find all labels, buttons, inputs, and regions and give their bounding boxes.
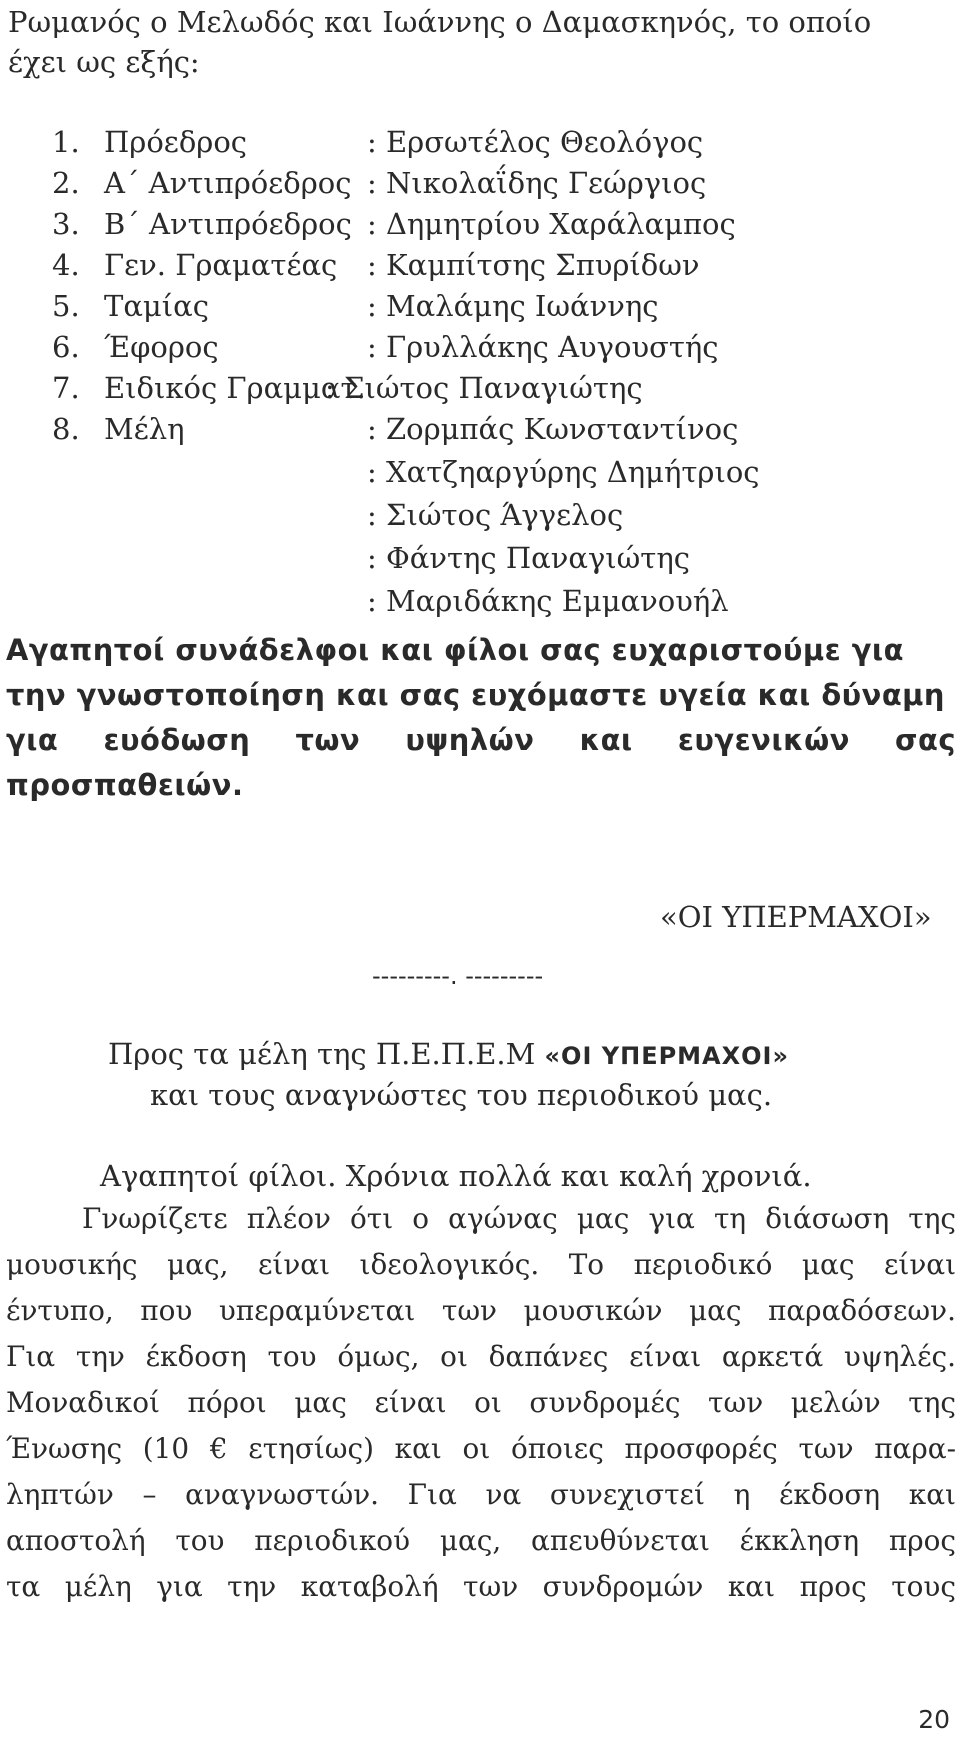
signature: «ΟΙ ΥΠΕΡΜΑΧΟΙ» xyxy=(660,900,932,934)
thanks-line-justified xyxy=(6,718,956,763)
board-name: : Γρυλλάκης Αυγουστής xyxy=(367,330,719,364)
address-prefix: Προς τα μέλη της Π.Ε.Π.Ε.Μ xyxy=(108,1037,536,1071)
body-line: Μοναδικοί πόροι μας είναι οι συνδρομές των μελών της xyxy=(6,1386,956,1419)
board-name: : Μαλάμης Ιωάννης xyxy=(367,289,659,323)
member-name: : Μαριδάκης Εμμανουήλ xyxy=(367,584,729,618)
board-role: Γεν. Γραματέας xyxy=(104,248,338,282)
address-org: «ΟΙ ΥΠΕΡΜΑΧΟΙ» xyxy=(544,1042,789,1070)
thanks-word: και xyxy=(579,723,633,757)
board-role: Ταμίας xyxy=(104,289,209,323)
board-name: : Νικολαΐδης Γεώργιος xyxy=(367,166,707,200)
address-line xyxy=(108,1034,789,1076)
thanks-line: προσπαθειών. xyxy=(6,768,244,802)
board-num: 6. xyxy=(52,330,80,364)
intro-line-2: έχει ως εξής: xyxy=(8,45,200,79)
member-name: : Φάντης Παναγιώτης xyxy=(367,541,690,575)
board-role: Μέλη xyxy=(104,412,185,446)
board-role: Α΄ Αντιπρόεδρος xyxy=(104,166,352,200)
thanks-word: ευόδωση xyxy=(103,723,251,757)
board-name: : Καμπίτσης Σπυρίδων xyxy=(367,248,700,282)
member-name: : Σιώτος Άγγελος xyxy=(367,498,624,532)
page-number: 20 xyxy=(918,1705,950,1734)
body-line: Για την έκδοση του όμως, οι δαπάνες είναι αρκετά υψηλές. xyxy=(6,1340,956,1373)
body-line: μουσικής μας, είναι ιδεολογικός. Το περιοδικό μας είναι xyxy=(6,1248,957,1281)
thanks-word: σας xyxy=(895,723,956,757)
board-num: 7. xyxy=(52,371,80,405)
board-num: 5. xyxy=(52,289,80,323)
address-line-2: και τους αναγνώστες του περιοδικού μας. xyxy=(150,1078,773,1112)
board-name: : Σιώτος Παναγιώτης xyxy=(325,371,643,405)
board-num: 4. xyxy=(52,248,80,282)
body-line: αποστολή του περιοδικού μας, απευθύνεται έκκληση προς xyxy=(6,1524,956,1557)
greeting: Αγαπητοί φίλοι. Χρόνια πολλά και καλή χρονιά. xyxy=(100,1159,812,1193)
board-num: 3. xyxy=(52,207,80,241)
body-line: Γνωρίζετε πλέον ότι ο αγώνας μας για τη διάσωση της xyxy=(82,1202,956,1235)
body-line: τα μέλη για την καταβολή των συνδρομών και προς τους xyxy=(6,1570,956,1603)
thanks-word: των xyxy=(295,723,361,757)
body-line: έντυπο, που υπεραμύνεται των μουσικών μας παραδόσεων. xyxy=(6,1294,956,1327)
board-num: 1. xyxy=(52,125,80,159)
thanks-word: για xyxy=(6,723,59,757)
board-role: Β΄ Αντιπρόεδρος xyxy=(104,207,352,241)
thanks-word: ευγενικών xyxy=(677,723,850,757)
board-role: Έφορος xyxy=(104,330,219,364)
board-role: Ειδικός Γραμματ. xyxy=(104,371,366,405)
body-line: Ένωσης (10 € ετησίως) και οι όποιες προσφορές των παρα- xyxy=(6,1432,957,1465)
thanks-word: υψηλών xyxy=(405,723,535,757)
body-line: ληπτών – αναγνωστών. Για να συνεχιστεί η έκδοση και xyxy=(6,1478,956,1511)
board-name: : Ερσωτέλος Θεολόγος xyxy=(367,125,704,159)
board-role: Πρόεδρος xyxy=(104,125,248,159)
board-num: 2. xyxy=(52,166,80,200)
board-num: 8. xyxy=(52,412,80,446)
thanks-line: Αγαπητοί συνάδελφοι και φίλοι σας ευχαριστούμε για xyxy=(6,633,904,667)
member-name: : Χατζηαργύρης Δημήτριος xyxy=(367,455,760,489)
thanks-line: την γνωστοποίηση και σας ευχόμαστε υγεία και δύναμη xyxy=(6,678,945,712)
intro-line-1: Ρωμανός ο Μελωδός και Ιωάννης ο Δαμασκηνός, το οποίο xyxy=(8,5,872,39)
separator: ---------. --------- xyxy=(372,962,544,990)
board-name: : Ζορμπάς Κωνσταντίνος xyxy=(367,412,739,446)
board-name: : Δημητρίου Χαράλαμπος xyxy=(367,207,736,241)
